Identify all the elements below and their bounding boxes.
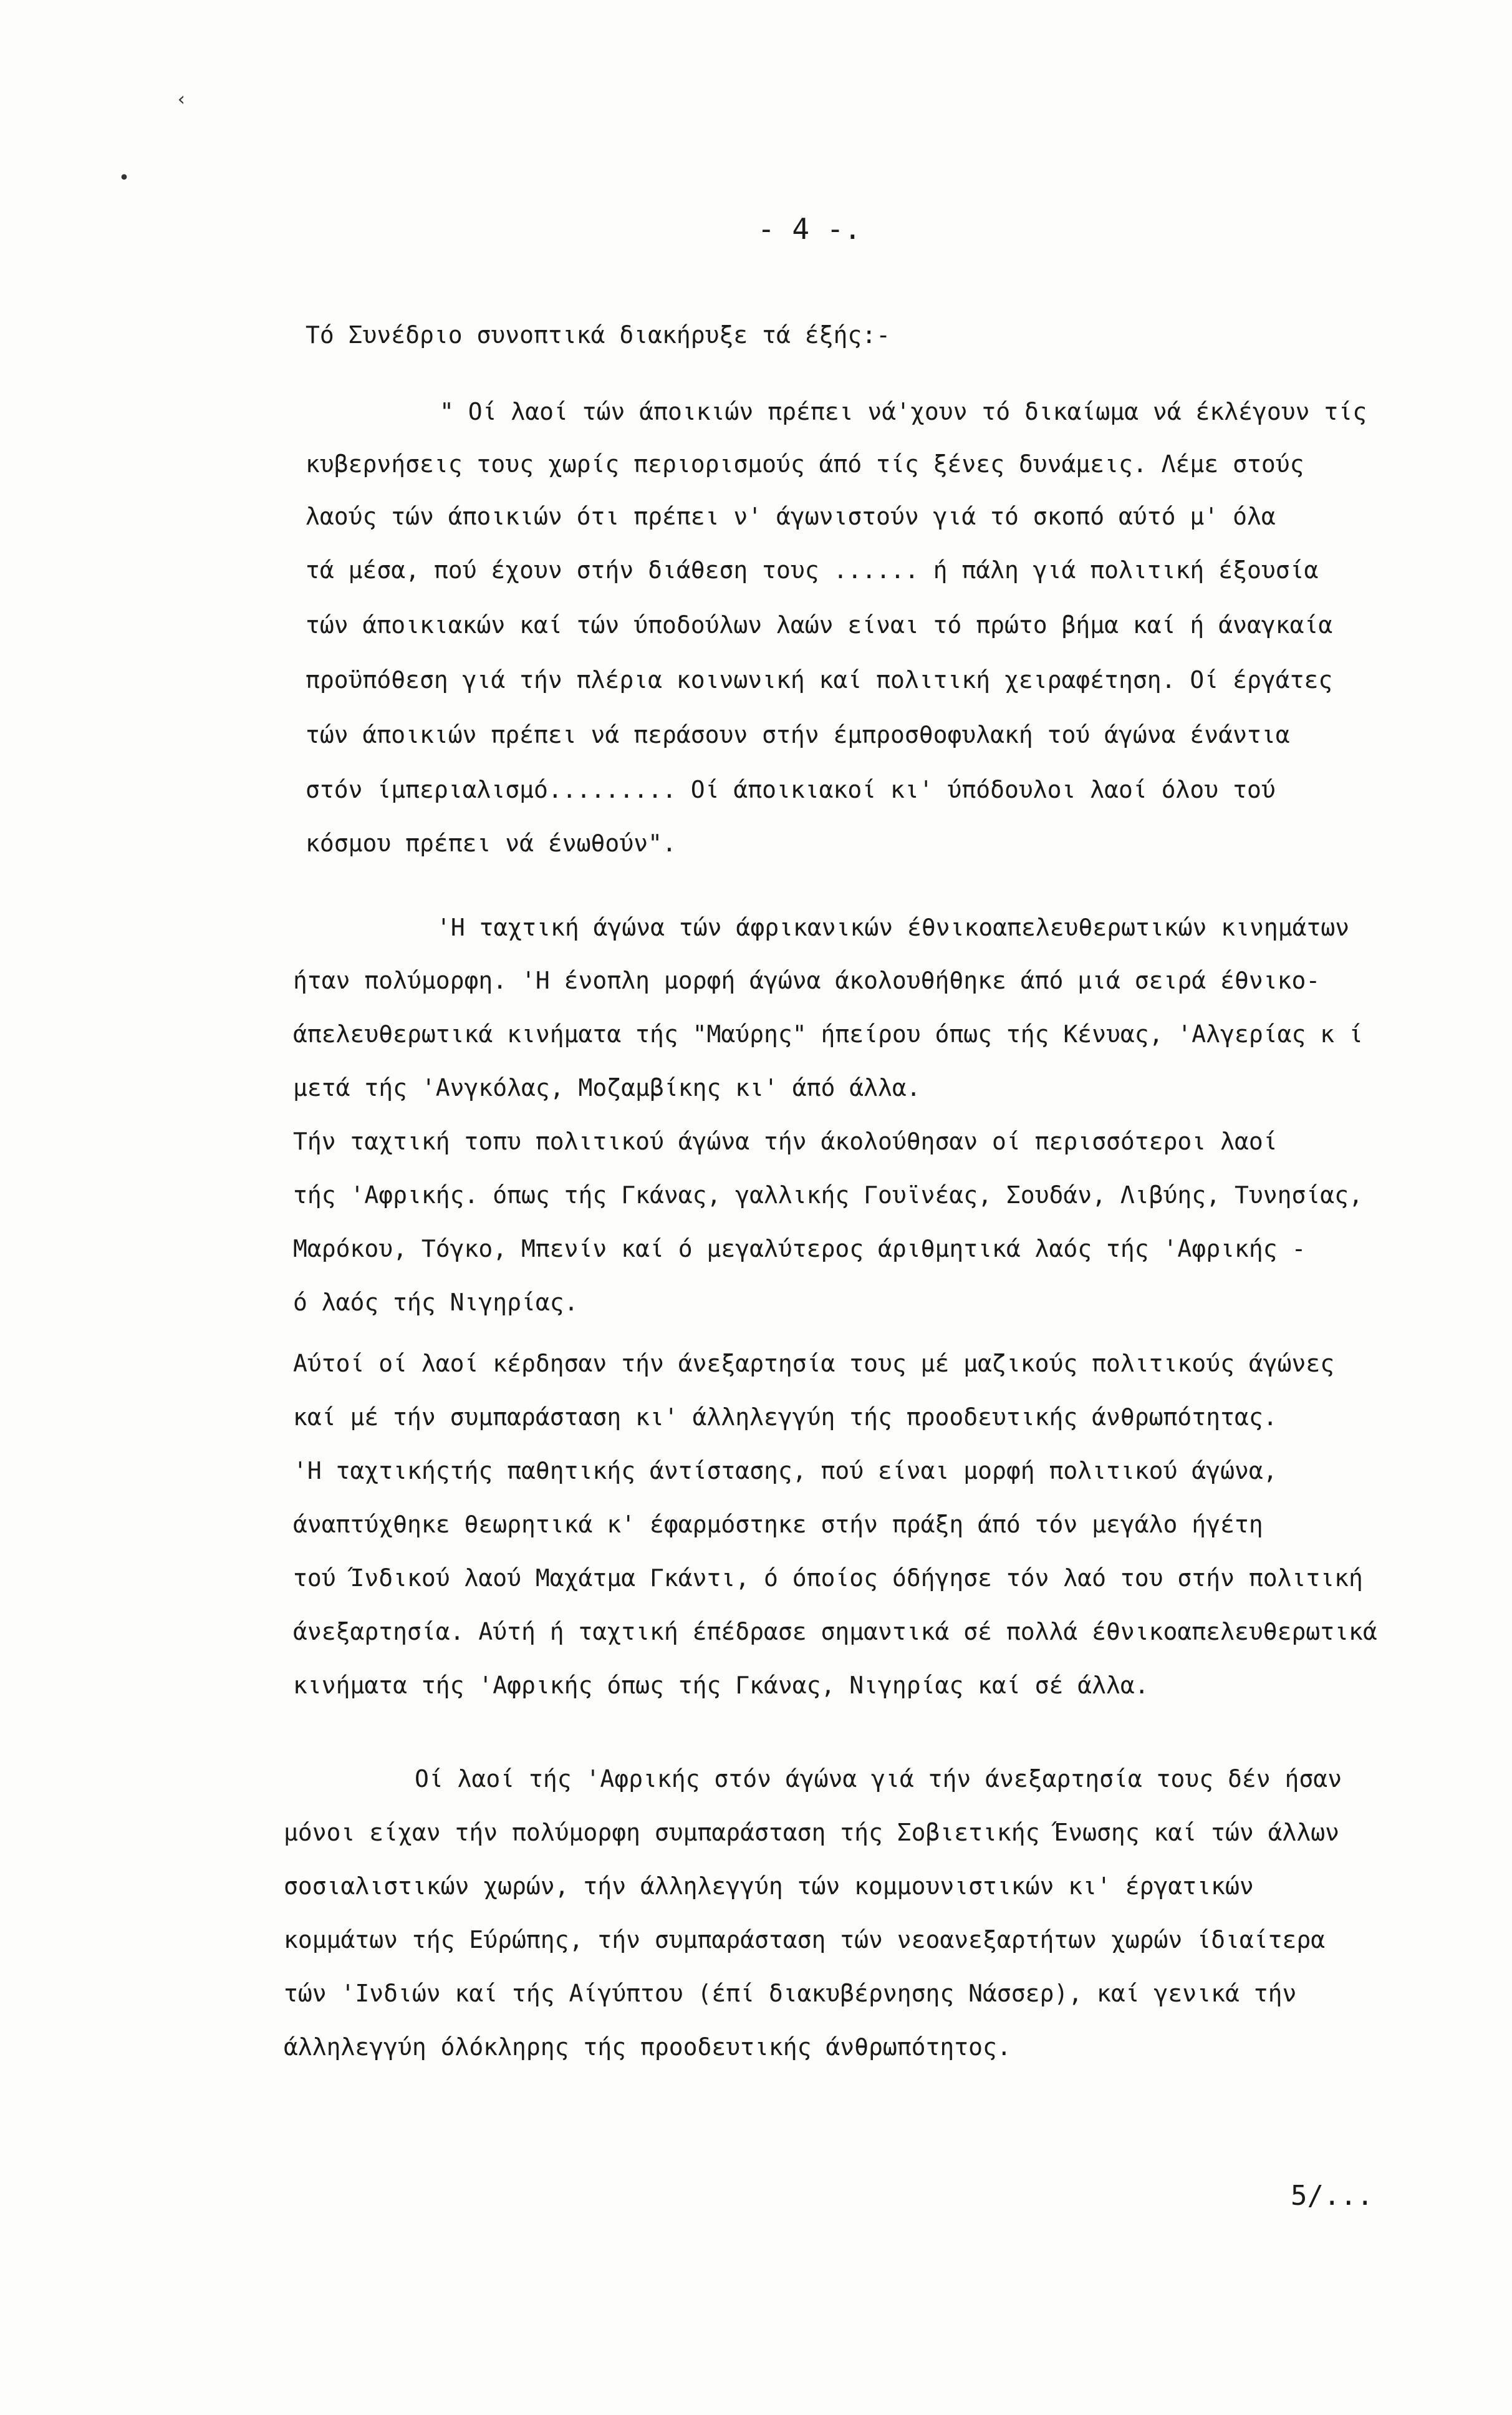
quote-line: προϋπόθεση γιά τήν πλέρια κοινωνική καί πολιτική χειραφέτηση. Οί έργάτες [306,666,1333,694]
paragraph-line: μετά τής 'Ανγκόλας, Μοζαμβίκης κι' άπό άλλα. [293,1074,921,1101]
paragraph-line: Αύτοί οί λαοί κέρδησαν τήν άνεξαρτησία τους μέ μαζικούς πολιτικούς άγώνες [293,1350,1335,1377]
paragraph-line: τής 'Αφρικής. όπως τής Γκάνας, γαλλικής Γουϊνέας, Σουδάν, Λιβύης, Τυνησίας, [293,1181,1363,1209]
margin-mark: ‹ [176,89,188,110]
quote-line: λαούς τών άποικιών ότι πρέπει ν' άγωνιστούν γιά τό σκοπό αύτό μ' όλα [306,503,1276,530]
quote-line: κυβερνήσεις τους χωρίς περιορισμούς άπό τίς ξένες δυνάμεις. Λέμε στούς [306,450,1304,478]
quote-line: τών άποικιών πρέπει νά περάσουν στήν έμπροσθοφυλακή τού άγώνα ένάντια [306,721,1290,748]
paragraph-line: τών 'Ινδιών καί τής Αίγύπτου (έπί διακυβέρνησης Νάσσερ), καί γενικά τήν [284,1980,1297,2007]
paragraph-line: Μαρόκου, Τόγκο, Μπενίν καί ό μεγαλύτερος άριθμητικά λαός τής 'Αφρικής - [293,1235,1306,1262]
continuation-marker: 5/... [1291,2180,1374,2212]
paragraph-line: σοσιαλιστικών χωρών, τήν άλληλεγγύη τών κομμουνιστικών κι' έργατικών [284,1872,1254,1900]
paragraph-line: άνεξαρτησία. Αύτή ή ταχτική έπέδρασε σημαντικά σέ πολλά έθνικοαπελευθερωτικά [293,1618,1377,1645]
paragraph-line: Οί λαοί τής 'Αφρικής στόν άγώνα γιά τήν άνεξαρτησία τους δέν ήσαν [415,1765,1342,1793]
paragraph-line: άλληλεγγύη όλόκληρης τής προοδευτικής άνθρωπότητος. [284,2033,1011,2061]
paragraph-line: κομμάτων τής Εύρώπης, τήν συμπαράσταση τών νεοανεξαρτήτων χωρών ίδιαίτερα [284,1926,1326,1953]
margin-mark: • [118,167,130,189]
paragraph-line: Τήν ταχτική τοπυ πολιτικού άγώνα τήν άκολούθησαν οί περισσότεροι λαοί [293,1128,1278,1155]
intro-line: Τό Συνέδριο συνοπτικά διακήρυξε τά έξής:- [306,321,890,349]
paragraph-line: ήταν πολύμορφη. 'Η ένοπλη μορφή άγώνα άκολουθήθηκε άπό μιά σειρά έθνικο- [293,967,1321,994]
paragraph-line: 'Η ταχτική άγώνα τών άφρικανικών έθνικοαπελευθερωτικών κινημάτων [436,914,1350,941]
quote-line: στόν ίμπεριαλισμό......... Οί άποικιακοί κι' ύπόδουλοι λαοί όλου τού [306,776,1276,803]
quote-line: κόσμου πρέπει νά ένωθούν". [306,830,677,857]
quote-line: " Οί λαοί τών άποικιών πρέπει νά'χουν τό δικαίωμα νά έκλέγουν τίς [440,398,1367,425]
quote-line: τά μέσα, πού έχουν στήν διάθεση τους ...... ή πάλη γιά πολιτική έξουσία [306,556,1319,584]
paragraph-line: άναπτύχθηκε θεωρητικά κ' έφαρμόστηκε στήν πράξη άπό τόν μεγάλο ήγέτη [293,1511,1263,1538]
paragraph-line: άπελευθερωτικά κινήματα τής "Μαύρης" ήπείρου όπως τής Κένυας, 'Αλγερίας κ ί [293,1020,1363,1048]
paragraph-line: καί μέ τήν συμπαράσταση κι' άλληλεγγύη τής προοδευτικής άνθρωπότητας. [293,1403,1278,1431]
paragraph-line: ό λαός τής Νιγηρίας. [293,1289,579,1316]
quote-line: τών άποικιακών καί τών ύποδούλων λαών είναι τό πρώτο βήμα καί ή άναγκαία [306,611,1333,639]
paragraph-line: 'Η ταχτικήςτής παθητικής άντίστασης, πού είναι μορφή πολιτικού άγώνα, [293,1457,1278,1484]
paragraph-line: μόνοι είχαν τήν πολύμορφη συμπαράσταση τής Σοβιετικής Ένωσης καί τών άλλων [284,1819,1339,1846]
page-number: - 4 -. [758,212,862,246]
paragraph-line: κινήματα τής 'Αφρικής όπως τής Γκάνας, Νιγηρίας καί σέ άλλα. [293,1672,1149,1699]
paragraph-line: τού Ίνδικού λαού Μαχάτμα Γκάντι, ό όποίος όδήγησε τόν λαό του στήν πολιτική [293,1564,1363,1592]
